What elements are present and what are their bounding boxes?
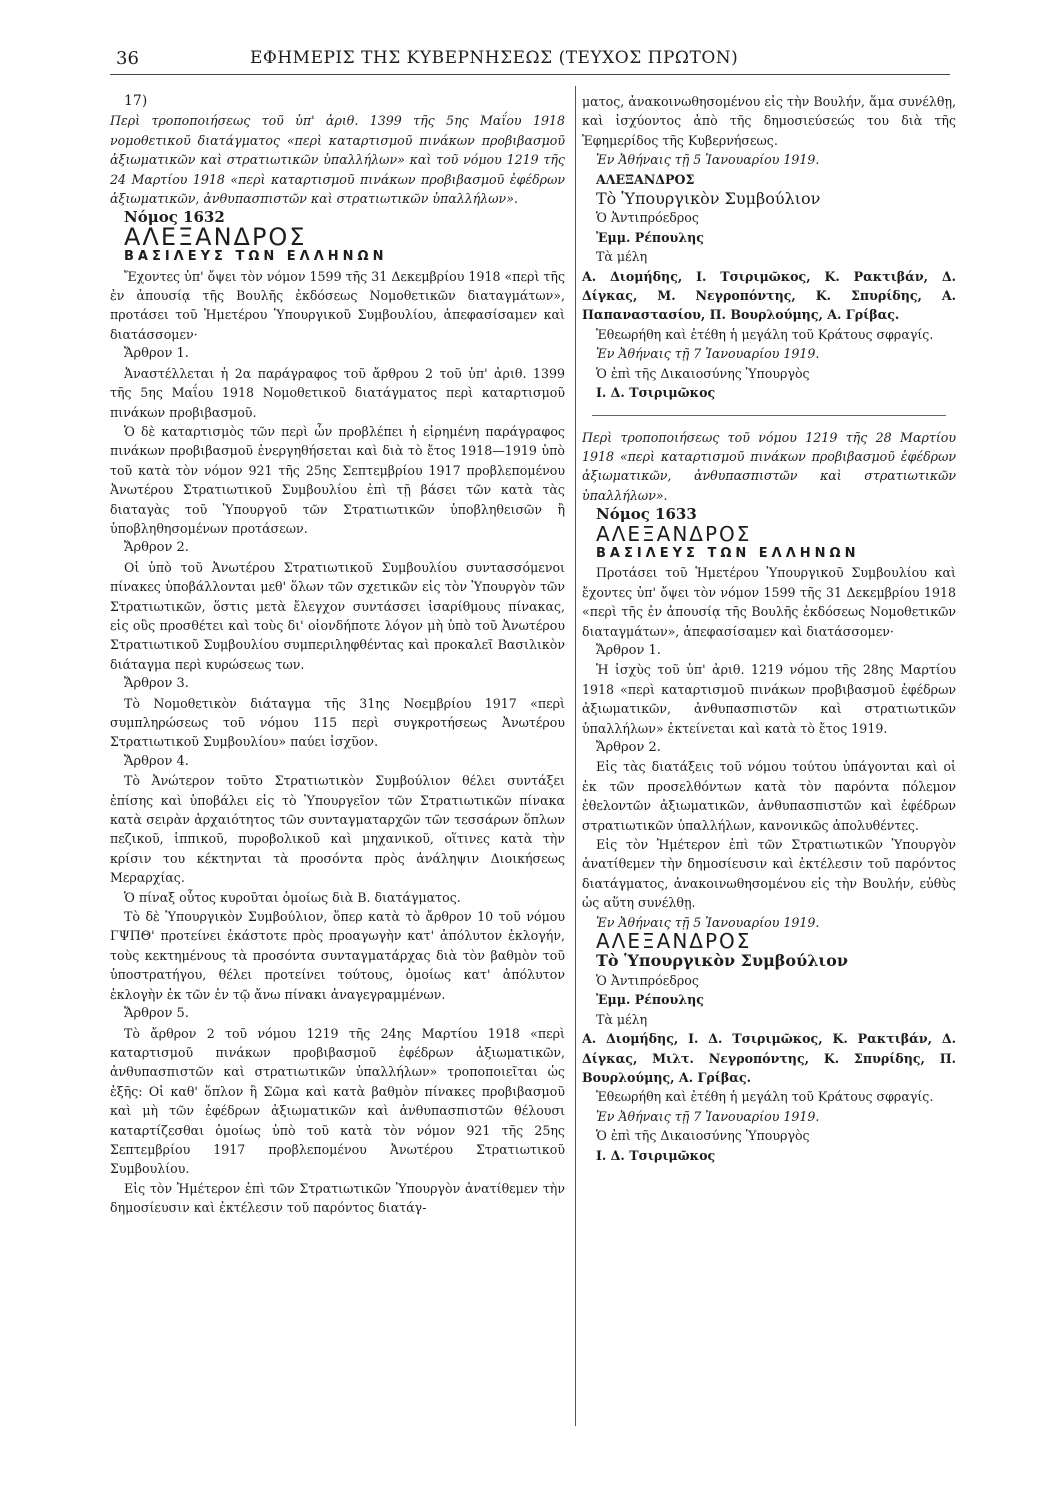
article-2-para: Οἱ ὑπὸ τοῦ Ἀνωτέρου Στρατιωτικοῦ Συμβουλίου συντασσόμενοι πίνακες ὑποβάλλονται μεθ' ὅλων τῶν σχετικῶν εἰς τὸν Ὑπουργὸν τῶν Στρατιωτικῶν, ὅστις μετὰ ἔλεγχον συντάσσει ἰσαρίθμους πίνακας, εἰς οὓς προσθέτει καὶ τοὺς δι' οἱονδήποτε λόγον μὴ ὑπὸ τοῦ Ἀνωτέρου Στρατιωτικοῦ Συμβουλίου συμπεριληφθέντας καὶ προκαλεῖ Βασιλικὸν διάταγμα περὶ κυρώσεως των.	[110, 559, 565, 672]
vice-president-label-1: Ὁ Ἀντιπρόεδρος	[596, 210, 699, 226]
date-line-2: Ἐν Ἀθήναις τῇ 7 Ἰανουαρίου 1919.	[596, 346, 820, 362]
justice-minister-label-1: Ὁ ἐπὶ τῆς Δικαιοσύνης Ὑπουργὸς	[596, 365, 810, 381]
justice-minister-name-1: Ι. Δ. Τσιριμῶκος	[596, 385, 716, 401]
council-heading-2: Τὸ Ὑπουργικὸν Συμβούλιον	[596, 951, 848, 971]
king-name-2: ΑΛΕΞΑΝΔΡΟΣ	[596, 521, 752, 546]
article-5-para-2: Εἰς τὸν Ἡμέτερον ἐπὶ τῶν Στρατιωτικῶν Ὑπουργὸν ἀνατίθεμεν τὴν δημοσίευσιν καὶ ἐκτέλεσιν τοῦ παρόντος διατάγ-	[110, 1180, 565, 1216]
law-1633-article-2-para-2: Εἰς τὸν Ἡμέτερον ἐπὶ τῶν Στρατιωτικῶν Ὑπουργὸν ἀνατίθεμεν τὴν δημοσίευσιν καὶ ἐκτέλεσιν τοῦ παρόντος διατάγματος, ἀνακοινωθησομένου εἰς τὴν Βουλήν, εὐθὺς ὡς αὕτη συνέλθῃ.	[582, 837, 956, 911]
law-1633-article-2-para-1: Εἰς τὰς διατάξεις τοῦ νόμου τούτου ὑπάγονται καὶ οἱ ἐκ τῶν προσελθόντων κατὰ τὸν παρόντα πόλεμον ἐθελοντῶν ἀξιωματικῶν, ἀνθυπασπιστῶν καὶ ἐφέδρων στρατιωτικῶν ὑπαλλήλων, κανονικῶς ἀπολυθέντες.	[582, 759, 956, 833]
article-4-para-3: Τὸ δὲ Ὑπουργικὸν Συμβούλιον, ὅπερ κατὰ τὸ ἄρθρον 10 τοῦ νόμου ΓΨΠΘ' προτείνει ἑκάστοτε πρὸς προαγωγὴν κατ' ἀπόλυτον ἐκλογήν, τοὺς κεκτημένους τὰ προσόντα συνταγματάρχας διὰ τὸν βαθμὸν τοῦ ὑποστρατήγου, θέλει προτείνει τούτους, ὁμοίως κατ' ἀπόλυτον ἐκλογὴν ἐκ τῶν ἐν τῷ ἄνω πίνακι ἀναγεγραμμένων.	[110, 909, 565, 1002]
date-line-1: Ἐν Ἀθήναις τῇ 5 Ἰανουαρίου 1919.	[596, 152, 820, 168]
preamble: Ἔχοντες ὑπ' ὄψει τὸν νόμον 1599 τῆς 31 Δεκεμβρίου 1918 «περὶ τῆς ἐν ἀπουσίᾳ τῆς Βουλῆς ἐκδόσεως Νομοθετικῶν διαταγμάτων», προτάσει τοῦ Ἡμετέρου Ὑπουργικοῦ Συμβουλίου, ἀπεφασίσαμεν καὶ διατάσσομεν·	[110, 268, 565, 342]
article-2-heading: Ἄρθρον 2.	[124, 540, 189, 556]
column-divider	[575, 86, 576, 1426]
law-1633-article-2-heading: Ἄρθρον 2.	[596, 740, 661, 755]
law-1633-number: Νόμος 1633	[596, 505, 697, 524]
members-label-1: Τὰ μέλη	[596, 249, 648, 265]
minister-names-2: Α. Διομήδης, Ι. Δ. Τσιριμῶκος, Κ. Ρακτιβάν, Δ. Δίγκας, Μιλτ. Νεγροπόντης, Κ. Σπυρίδης, Π. Βουρλούμης, Α. Γρίβας.	[582, 1031, 956, 1085]
section-separator	[592, 415, 946, 416]
justice-minister-name-2: Ι. Δ. Τσιριμῶκος	[596, 1147, 716, 1163]
law-1632-heading: Περὶ τροποποιήσεως τοῦ ὑπ' ἀριθ. 1399 τῆς 5ης Μαΐου 1918 νομοθετικοῦ διατάγματος «περὶ καταρτισμοῦ πινάκων προβιβασμοῦ ἀξιωματικῶν καὶ στρατιωτικῶν ὑπαλλήλων» καὶ τοῦ νόμου 1219 τῆς 24 Μαρτίου 1918 «περὶ καταρτισμοῦ πινάκων προβιβασμοῦ ἐφέδρων ἀξιωματικῶν, ἀνθυπασπιστῶν καὶ στρατιωτικῶν ὑπαλλήλων».	[110, 113, 565, 207]
king-title-2: ΒΑΣΙΛΕΥΣ ΤΩΝ ΕΛΛΗΝΩΝ	[596, 545, 860, 561]
preamble-2: Προτάσει τοῦ Ἡμετέρου Ὑπουργικοῦ Συμβουλίου καὶ ἔχοντες ὑπ' ὄψει τὸν νόμον 1599 τῆς 31 Δεκεμβρίου 1918 «περὶ τῆς ἐν ἀπουσίᾳ τῆς Βουλῆς ἐκδόσεως Νομοθετικῶν διαταγμάτων», ἀπεφασίσαμεν καὶ διατάσσομεν·	[582, 565, 956, 639]
item-number: 17)	[124, 93, 148, 109]
date-line-4: Ἐν Ἀθήναις τῇ 7 Ἰανουαρίου 1919.	[596, 1108, 820, 1124]
members-label-2: Τὰ μέλη	[596, 1011, 648, 1027]
article-5-heading: Ἄρθρον 5.	[124, 1006, 189, 1022]
king-signature-1: ΑΛΕΞΑΝΔΡΟΣ	[596, 171, 695, 187]
article-5-para-1: Τὸ ἄρθρον 2 τοῦ νόμου 1219 τῆς 24ης Μαρτίου 1918 «περὶ καταρτισμοῦ πινάκων προβιβασμοῦ ἐφέδρων ἀξιωματικῶν, ἀνθυπασπιστῶν καὶ στρατιωτικῶν ὑπαλλήλων» τροποποιεῖται ὡς ἑξῆς: Οἱ καθ' ὅπλον ἢ Σῶμα καὶ κατὰ βαθμὸν πίνακες προβιβασμοῦ καὶ μὴ τῶν ἐφέδρων ἀξιωματικῶν καὶ ἀνθυπασπιστῶν θέλουσι καταρτίζεσθαι ὁμοίως ὑπὸ τοῦ κατὰ τὸν νόμον 921 τῆς 25ης Σεπτεμβρίου 1917 προβλεπομένου Ἀνωτέρου Στρατιωτικοῦ Συμβουλίου.	[110, 1025, 565, 1177]
article-4-para-2: Ὁ πίναξ οὗτος κυροῦται ὁμοίως διὰ Β. διατάγματος.	[124, 889, 461, 905]
article-1-para-1: Ἀναστέλλεται ἡ 2α παράγραφος τοῦ ἄρθρου 2 τοῦ ὑπ' ἀριθ. 1399 τῆς 5ης Μαΐου 1918 Νομοθετικοῦ διατάγματος περὶ καταρτισμοῦ πινάκων προβιβασμοῦ.	[110, 365, 565, 420]
justice-minister-label-2: Ὁ ἐπὶ τῆς Δικαιοσύνης Ὑπουργὸς	[596, 1128, 810, 1144]
article-4-heading: Ἄρθρον 4.	[124, 753, 189, 769]
article-3-heading: Ἄρθρον 3.	[124, 676, 189, 692]
left-column	[110, 92, 565, 1218]
law-1633-heading: Περὶ τροποποιήσεως τοῦ νόμου 1219 τῆς 28 Μαρτίου 1918 «περὶ καταρτισμοῦ πινάκων προβιβασμοῦ ἐφέδρων ἀξιωματικῶν, ἀνθυπασπιστῶν καὶ στρατιωτικῶν ὑπαλλήλων».	[582, 429, 956, 503]
gazette-title: ΕΦΗΜΕΡΙΣ ΤΗΣ ΚΥΒΕΡΝΗΣΕΩΣ (ΤΕΥΧΟΣ ΠΡΩΤΟΝ)	[250, 48, 739, 68]
page-number: 36	[116, 48, 139, 69]
right-column	[582, 92, 956, 1165]
article-1-heading: Ἄρθρον 1.	[124, 346, 189, 362]
king-title: ΒΑΣΙΛΕΥΣ ΤΩΝ ΕΛΛΗΝΩΝ	[124, 249, 388, 265]
law-1632-number: Νόμος 1632	[124, 208, 225, 227]
article-1-para-2: Ὁ δὲ καταρτισμὸς τῶν περὶ ὧν προβλέπει ἡ εἰρημένη παράγραφος πινάκων προβιβασμοῦ ἐνεργηθήσεται καὶ διὰ τὸ ἔτος 1918—1919 ὑπὸ τοῦ κατὰ τὸν νόμον 921 τῆς 25ης Σεπτεμβρίου 1917 προβλεπομένου Ἀνωτέρου Στρατιωτικοῦ Συμβουλίου ἐπὶ τῇ βάσει τῶν κατὰ τὰς διαταγὰς τοῦ Ὑπουργοῦ τῶν Στρατιωτικῶν ὑποβληθεισῶν ἢ ὑποβληθησομένων προτάσεων.	[110, 423, 565, 536]
article-3-para: Τὸ Νομοθετικὸν διάταγμα τῆς 31ης Νοεμβρίου 1917 «περὶ συμπληρώσεως τοῦ νόμου 115 περὶ συγκροτήσεως Ἀνωτέρου Στρατιωτικοῦ Συμβουλίου» παύει ἰσχῦον.	[110, 695, 565, 750]
vice-president-name-1: Ἐμμ. Ρέπουλης	[596, 229, 704, 245]
minister-names-1: Α. Διομήδης, Ι. Τσιριμῶκος, Κ. Ρακτιβάν, Δ. Δίγκας, Μ. Νεγροπόντης, Κ. Σπυρίδης, Α. Παπαναστασίου, Π. Βουρλούμης, Α. Γρίβας.	[582, 268, 956, 323]
vice-president-name-2: Ἐμμ. Ρέπουλης	[596, 992, 704, 1008]
law-1633-article-1-heading: Ἄρθρον 1.	[596, 642, 661, 658]
king-name: ΑΛΕΞΑΝΔΡΟΣ	[124, 222, 307, 251]
king-signature-2: ΑΛΕΞΑΝΔΡΟΣ	[596, 929, 752, 954]
article-4-para-1: Τὸ Ἀνώτερον τοῦτο Στρατιωτικὸν Συμβούλιον θέλει συντάξει ἐπίσης καὶ ὑποβάλει εἰς τὸ Ὑπουργεῖον τῶν Στρατιωτικῶν πίνακα κατὰ σειρὰν ἀρχαιότητος τῶν συνταγματαρχῶν τῶν τεσσάρων ὅπλων πεζικοῦ, ἱππικοῦ, πυροβολικοῦ καὶ μηχανικοῦ, οἵτινες κατὰ τὴν κρίσιν του κέκτηνται τὰ προσόντα πρὸς ἀνάληψιν Διοικήσεως Μεραρχίας.	[110, 773, 565, 886]
seal-note-1: Ἐθεωρήθη καὶ ἐτέθη ἡ μεγάλη τοῦ Κράτους σφραγίς.	[596, 326, 934, 342]
law-1633-article-1-para: Ἡ ἰσχὺς τοῦ ὑπ' ἀριθ. 1219 νόμου τῆς 28ης Μαρτίου 1918 «περὶ καταρτισμοῦ πινάκων προβιβασμοῦ ἐφέδρων ἀξιωματικῶν, ἀνθυπασπιστῶν καὶ στρατιωτικῶν ὑπαλλήλων» ἐκτείνεται καὶ κατὰ τὸ ἔτος 1919.	[582, 662, 956, 736]
vice-president-label-2: Ὁ Ἀντιπρόεδρος	[596, 972, 699, 988]
continuation-text: ματος, ἀνακοινωθησομένου εἰς τὴν Βουλήν, ἅμα συνέλθῃ, καὶ ἰσχύοντος ἀπὸ τῆς δημοσιεύσεώς του διὰ τῆς Ἐφημερίδος τῆς Κυβερνήσεως.	[582, 94, 956, 148]
seal-note-2: Ἐθεωρήθη καὶ ἐτέθη ἡ μεγάλη τοῦ Κράτους σφραγίς.	[596, 1089, 934, 1105]
council-heading-1: Τὸ Ὑπουργικὸν Συμβούλιον	[596, 189, 821, 209]
page-header	[70, 48, 1059, 74]
header-rule	[110, 74, 950, 75]
date-line-3: Ἐν Ἀθήναις τῇ 5 Ἰανουαρίου 1919.	[596, 914, 820, 930]
